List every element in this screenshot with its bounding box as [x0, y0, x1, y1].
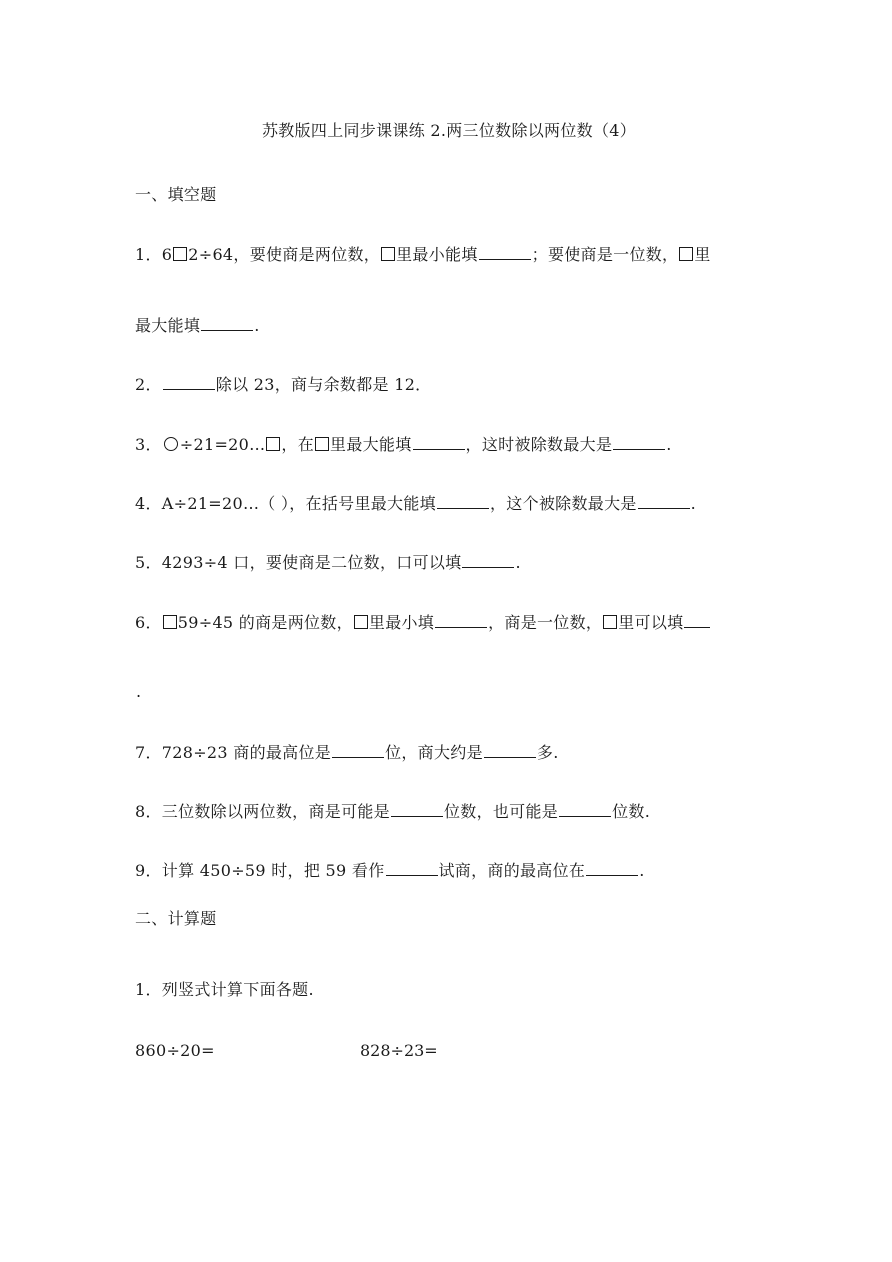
question-text: 计算 450÷59 时，把 59 看作: [161, 861, 385, 880]
question-text: ，在: [281, 435, 315, 454]
question-text: 里最大能填: [330, 435, 412, 454]
question-text: .: [666, 435, 672, 454]
answer-blank[interactable]: [332, 742, 384, 758]
box-placeholder-icon: [381, 247, 395, 261]
question-text: 位数，也可能是: [443, 802, 559, 821]
question-text: ÷21=20…: [179, 435, 266, 454]
question-number: 4．: [135, 494, 162, 513]
question-text: 最大能填: [135, 316, 201, 335]
question-1: [135, 244, 711, 265]
box-placeholder-icon: [266, 437, 280, 451]
answer-blank[interactable]: [484, 742, 536, 758]
question-9: [135, 860, 645, 881]
box-placeholder-icon: [163, 615, 177, 629]
question-text: ，这个被除数最大是: [489, 494, 637, 513]
section-heading-calculation: 二、计算题: [135, 909, 217, 928]
question-number: 7．: [135, 743, 162, 762]
question-number: 8．: [135, 802, 162, 821]
page-title: 苏教版四上同步课课练 2.两三位数除以两位数（4）: [262, 121, 637, 140]
box-placeholder-icon: [173, 247, 187, 261]
box-placeholder-icon: [315, 437, 329, 451]
answer-blank[interactable]: [386, 860, 438, 876]
answer-blank[interactable]: [163, 374, 215, 390]
question-number: 2．: [135, 375, 162, 394]
question-text: .: [690, 494, 697, 513]
answer-blank[interactable]: [462, 552, 514, 568]
question-5: [135, 552, 521, 573]
calc-expression-right: 828÷23=: [360, 1041, 438, 1060]
question-text: 试商，商的最高位在: [438, 861, 586, 880]
question-text: ；要使商是一位数，: [531, 245, 679, 264]
answer-blank[interactable]: [391, 801, 443, 817]
question-number: 1．: [135, 980, 162, 999]
question-text: 列竖式计算下面各题.: [161, 980, 314, 999]
calc-expression-left: 860÷20=: [135, 1041, 215, 1060]
question-1-continued: [135, 315, 260, 336]
question-4: [135, 493, 696, 514]
question-text: 里最小能填: [396, 245, 478, 264]
calc-question-1: [135, 980, 314, 1000]
question-text: 里: [694, 245, 711, 264]
box-placeholder-icon: [354, 615, 368, 629]
question-8: [135, 801, 650, 822]
question-number: 5．: [135, 553, 162, 572]
answer-blank[interactable]: [435, 612, 487, 628]
section-heading-fill-in: 一、填空题: [135, 185, 217, 204]
answer-blank[interactable]: [586, 860, 638, 876]
question-number: 1．: [135, 245, 162, 264]
question-text: 59÷45 的商是两位数，: [177, 613, 353, 632]
answer-blank[interactable]: [684, 612, 710, 628]
answer-blank[interactable]: [613, 434, 665, 450]
question-number: 3．: [135, 435, 162, 454]
circle-placeholder-icon: [164, 437, 178, 451]
answer-blank[interactable]: [479, 244, 531, 260]
question-number: 9．: [135, 861, 162, 880]
question-2: [135, 374, 431, 395]
question-text: 位数.: [612, 802, 651, 821]
question-text: .: [639, 861, 645, 880]
answer-blank[interactable]: [559, 801, 611, 817]
question-3: [135, 434, 672, 455]
question-text: 位，商大约是: [385, 743, 483, 762]
question-text: 里最小填: [368, 613, 435, 632]
question-text: 三位数除以两位数，商是可能是: [161, 802, 390, 821]
answer-blank[interactable]: [413, 434, 465, 450]
question-6: [135, 612, 711, 633]
question-text: 多.: [536, 743, 559, 762]
question-text: 2÷64，要使商是两位数，: [188, 245, 381, 264]
question-6-period: .: [136, 682, 142, 701]
question-text: 6: [161, 245, 173, 264]
question-number: 6．: [135, 613, 162, 632]
question-text: A÷21=20…（ ），在括号里最大能填: [161, 494, 436, 513]
question-text: .: [515, 553, 521, 572]
box-placeholder-icon: [679, 247, 693, 261]
answer-blank[interactable]: [638, 493, 690, 509]
question-text: ，商是一位数，: [488, 613, 603, 632]
answer-blank[interactable]: [201, 315, 253, 331]
question-text: 里可以填: [618, 613, 684, 632]
question-text: 728÷23 商的最高位是: [161, 743, 332, 762]
question-7: [135, 742, 559, 763]
box-placeholder-icon: [603, 615, 617, 629]
question-text: .: [254, 316, 260, 335]
question-text: 4293÷4 口，要使商是二位数，口可以填: [161, 553, 462, 572]
answer-blank[interactable]: [437, 493, 489, 509]
question-text: ，这时被除数最大是: [465, 435, 613, 454]
question-text: 除以 23，商与余数都是 12．: [215, 375, 432, 394]
